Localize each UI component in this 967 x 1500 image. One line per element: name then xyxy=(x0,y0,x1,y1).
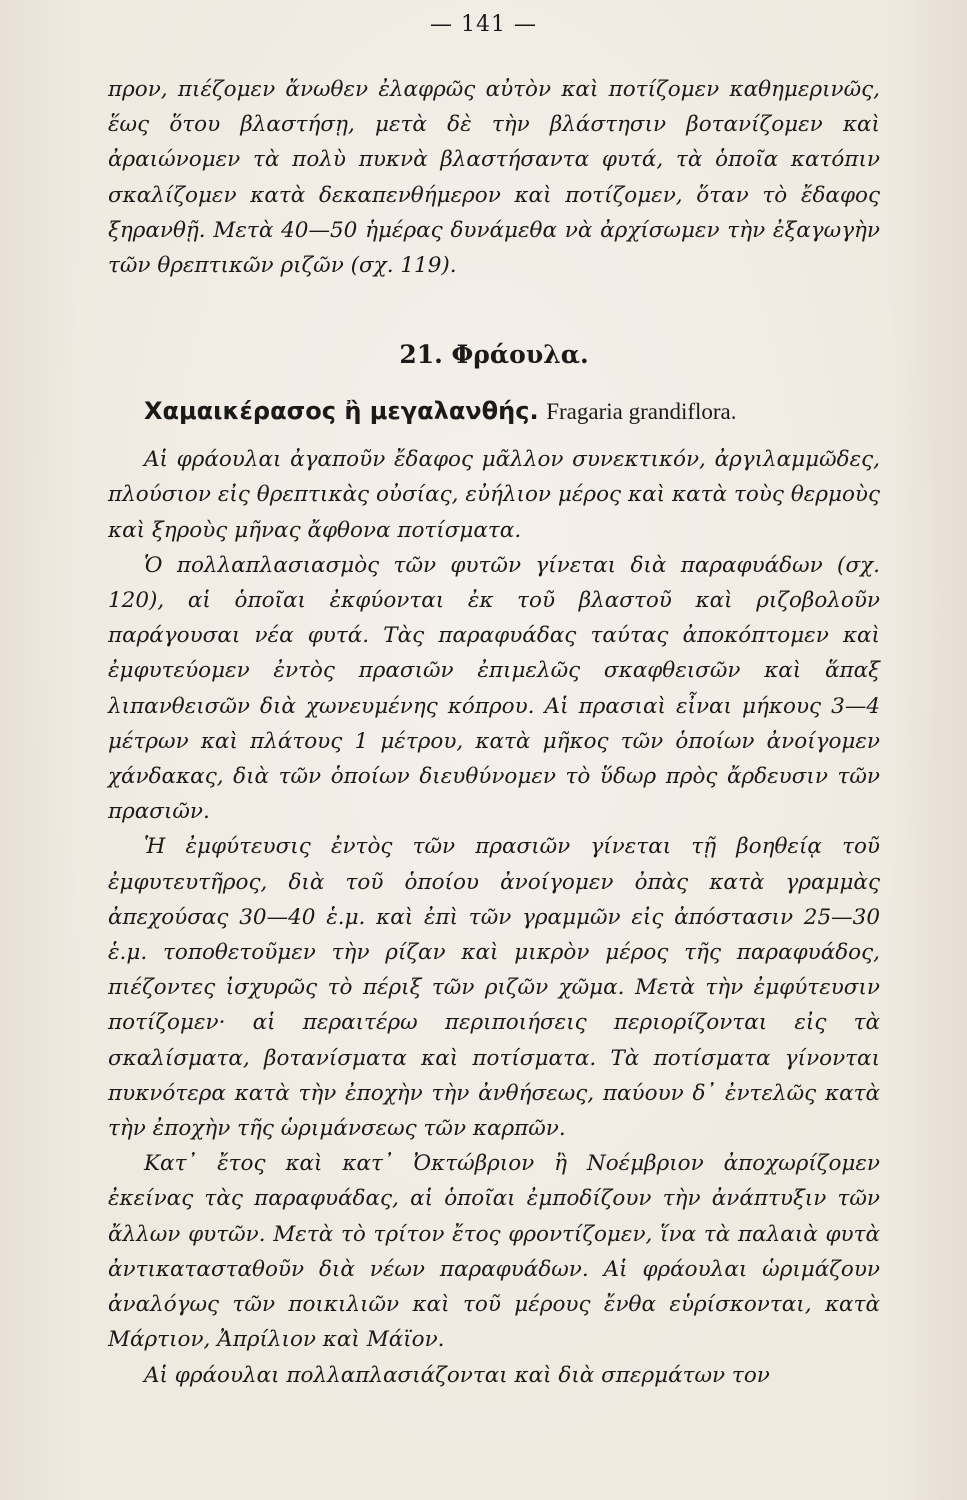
page-number: — 141 — xyxy=(430,12,537,37)
sub-heading xyxy=(108,391,880,432)
intro-paragraph: προν, πιέζομεν ἄνωθεν ἐλαφρῶς αὐτὸν καὶ ποτίζομεν καθημερινῶς, ἕως ὅτου βλαστήσῃ, μετὰ δὲ τὴν βλάστησιν βοτανίζομεν καὶ ἀραιώνομεν τὰ πολὺ πυκνὰ βλαστήσαντα φυτά, τὰ ὁποῖα κατόπιν σκαλίζομεν κατὰ δεκαπενθήμερον καὶ ποτίζομεν, ὅταν τὸ ἔδαφος ξηρανθῇ. Μετὰ 40—50 ἡμέρας δυνάμεθα νὰ ἀρχίσωμεν τὴν ἐξαγωγὴν τῶν θρεπτικῶν ριζῶν (σχ. 119). xyxy=(108,77,880,279)
page-body xyxy=(108,72,880,1393)
paragraph-soil: Αἱ φράουλαι ἀγαποῦν ἔδαφος μᾶλλον συνεκτικόν, ἀργιλαμμῶδες, πλούσιον εἰς θρεπτικὰς οὐσίας, εὐήλιον μέρος καὶ κατὰ τοὺς θερμοὺς καὶ ξηροὺς μῆνας ἄφθονα ποτίσματα. xyxy=(108,447,880,543)
sub-heading-latin: Fragaria grandiflora. xyxy=(546,399,737,425)
paragraph-seeds: Αἱ φράουλαι πολλαπλασιάζονται καὶ διὰ σπερμάτων τον xyxy=(144,1362,770,1388)
section-heading: 21. Φράουλα. xyxy=(399,340,589,370)
paragraph-planting: Ἡ ἐμφύτευσις ἐντὸς τῶν πρασιῶν γίνεται τῇ βοηθείᾳ τοῦ ἐμφυτευτῆρος, διὰ τοῦ ὁποίου ἀνοίγομεν ὀπὰς κατὰ γραμμὰς ἀπεχούσας 30—40 ἑ.μ. καὶ ἐπὶ τῶν γραμμῶν εἰς ἀπόστασιν 25—30 ἑ.μ. τοποθετοῦμεν τὴν ρίζαν καὶ μικρὸν μέρος τῆς παραφυάδος, πιέζοντες ἰσχυρῶς τὸ πέριξ τῶν ριζῶν χῶμα. Μετὰ τὴν ἐμφύτευσιν ποτίζομεν· αἱ περαιτέρω περιποιήσεις περιορίζονται εἰς τὰ σκαλίσματα, βοτανίσματα καὶ ποτίσματα. Τὰ ποτίσματα γίνονται πυκνότερα κατὰ τὴν ἐποχὴν τὴν ἀνθήσεως, παύουν δ᾽ ἐντελῶς κατὰ τὴν ἐποχὴν τῆς ὡριμάνσεως τῶν καρπῶν. xyxy=(108,834,880,1142)
sub-heading-greek: Χαμαικέρασος ἢ μεγαλανθής. xyxy=(144,397,539,426)
paragraph-care: Κατ᾽ ἔτος καὶ κατ᾽ Ὀκτώβριον ἢ Νοέμβριον ἀποχωρίζομεν ἐκείνας τὰς παραφυάδας, αἱ ὁποῖαι ἐμποδίζουν τὴν ἀνάπτυξιν τῶν ἄλλων φυτῶν. Μετὰ τὸ τρίτον ἔτος φροντίζομεν, ἵνα τὰ παλαιὰ φυτὰ ἀντικατασταθοῦν διὰ νέων παραφυάδων. Αἱ φράουλαι ὡριμάζουν ἀναλόγως τῶν ποικιλιῶν καὶ τοῦ μέρους ἔνθα εὑρίσκονται, κατὰ Μάρτιον, Ἀπρίλιον καὶ Μάϊον. xyxy=(108,1151,880,1353)
paragraph-propagation: Ὁ πολλαπλασιασμὸς τῶν φυτῶν γίνεται διὰ παραφυάδων (σχ. 120), αἱ ὁποῖαι ἐκφύονται ἐκ τοῦ βλαστοῦ καὶ ριζοβολοῦν παράγουσαι νέα φυτά. Τὰς παραφυάδας ταύτας ἀποκόπτομεν καὶ ἐμφυτεύομεν ἐντὸς πρασιῶν ἐπιμελῶς σκαφθεισῶν καὶ ἅπαξ λιπανθεισῶν διὰ χωνευμένης κόπρου. Αἱ πρασιαὶ εἶναι μήκους 3—4 μέτρων καὶ πλάτους 1 μέτρου, κατὰ μῆκος τῶν ὁποίων ἀνοίγομεν χάνδακας, διὰ τῶν ὁποίων διευθύνομεν τὸ ὕδωρ πρὸς ἄρδευσιν τῶν πρασιῶν. xyxy=(108,552,880,825)
